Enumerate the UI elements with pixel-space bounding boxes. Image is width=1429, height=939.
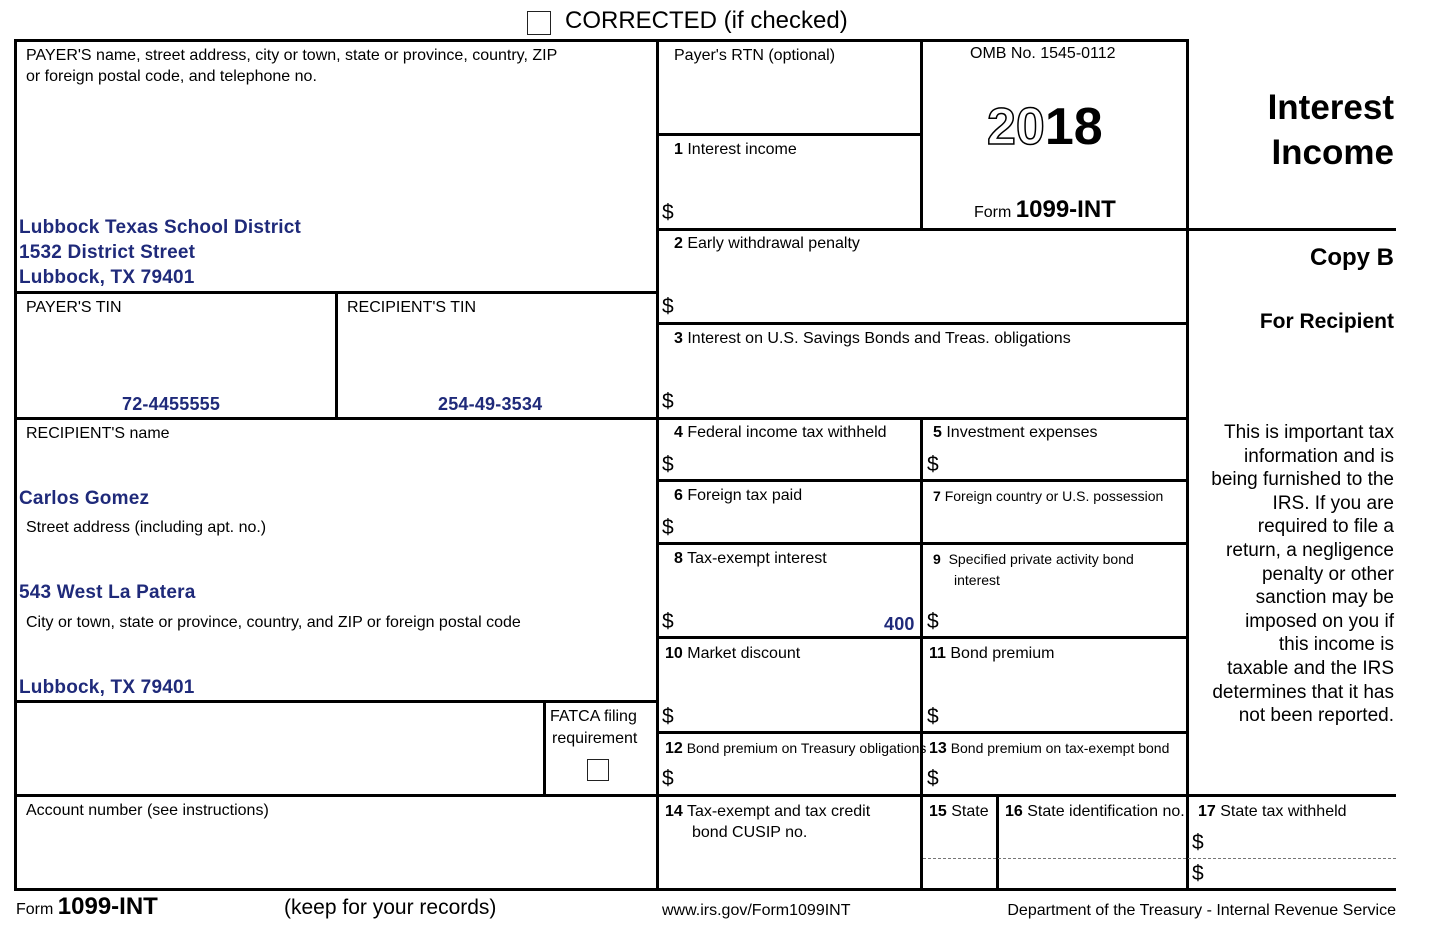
payer-tin-value: 72-4455555 <box>122 394 221 414</box>
form-word: Form <box>974 204 1012 221</box>
footer-url: www.irs.gov/Form1099INT <box>662 902 851 919</box>
copy-subtitle: For Recipient <box>1259 310 1394 333</box>
tax-year-suffix: 18 <box>1044 98 1103 156</box>
rtn-label: Payer's RTN (optional) <box>674 47 836 64</box>
box4-dollar: $ <box>662 453 674 476</box>
recipient-city: Lubbock, TX 79401 <box>19 677 195 698</box>
notice-line: penalty or other <box>1261 563 1394 585</box>
recipient-tin-label: RECIPIENT'S TIN <box>347 299 476 316</box>
box17-dollar-1: $ <box>1192 831 1204 854</box>
form-title-2: Income <box>1271 133 1394 172</box>
box1-dollar: $ <box>662 201 674 224</box>
box4-label: 4 Federal income tax withheld <box>674 424 887 441</box>
box45-bottom-line <box>656 479 1189 482</box>
footer-form-id <box>16 893 158 921</box>
payer-name: Lubbock Texas School District <box>19 217 302 238</box>
state-row-divider <box>923 858 1396 859</box>
tin-divider <box>335 291 338 419</box>
col-divider-3 <box>1186 39 1189 891</box>
box3-dollar: $ <box>662 390 674 413</box>
account-label: Account number (see instructions) <box>26 802 269 819</box>
box13-dollar: $ <box>927 767 939 790</box>
box67-bottom-line <box>656 542 1189 545</box>
fatca-bottom-line <box>14 794 1396 797</box>
recipient-tin-value: 254-49-3534 <box>438 394 543 414</box>
payer-tin-label: PAYER'S TIN <box>26 299 122 316</box>
notice-line: imposed on you if <box>1245 610 1394 632</box>
box5-dollar: $ <box>927 453 939 476</box>
form-left-border <box>14 39 17 891</box>
payer-city: Lubbock, TX 79401 <box>19 267 195 288</box>
box12-label: 12 Bond premium on Treasury obligations <box>665 740 927 757</box>
box9-label: 9 Specified private activity bond <box>933 551 1134 567</box>
box17-dollar-2: $ <box>1192 862 1204 885</box>
notice-line: return, a negligence <box>1226 539 1394 561</box>
fatca-label-2: requirement <box>552 730 638 747</box>
form-top-border <box>14 39 1188 42</box>
payer-label-cont: or foreign postal code, and telephone no. <box>26 68 317 85</box>
box2-dollar: $ <box>662 295 674 318</box>
box9-dollar: $ <box>927 610 939 633</box>
box1-label: 1 Interest income <box>674 141 797 158</box>
recipient-name-label: RECIPIENT'S name <box>26 425 170 442</box>
notice-line: This is important tax <box>1224 422 1394 443</box>
box15-label: 15 State <box>929 803 989 820</box>
form-name: 1099-INT <box>1015 196 1116 223</box>
box13-label: 13 Bond premium on tax-exempt bond <box>929 740 1170 757</box>
box3-label: 3 Interest on U.S. Savings Bonds and Treas. obligations <box>674 330 1071 347</box>
box8-value: 400 <box>884 614 915 634</box>
box11-dollar: $ <box>927 705 939 728</box>
box14-label-cont: bond CUSIP no. <box>692 824 808 841</box>
box6-label: 6 Foreign tax paid <box>674 487 803 504</box>
tax-year <box>987 98 1103 156</box>
corrected-label: CORRECTED (if checked) <box>565 7 848 34</box>
corrected-checkbox[interactable] <box>527 11 551 35</box>
recipient-notice <box>1211 421 1394 728</box>
payer-label: PAYER'S name, street address, city or town, state or province, country, ZIP <box>26 47 558 64</box>
box11-label: 11 Bond premium <box>929 645 1055 662</box>
notice-line: required to file a <box>1257 516 1394 538</box>
notice-line: information and is <box>1244 445 1394 467</box>
notice-line: taxable and the IRS <box>1227 657 1394 679</box>
box10-label: 10 Market discount <box>665 645 801 662</box>
payer-bottom-line <box>14 291 659 294</box>
box1011-bottom-line <box>656 731 1189 734</box>
box8-dollar: $ <box>662 610 674 633</box>
recipient-city-label: City or town, state or province, country, and ZIP or foreign postal code <box>26 614 521 631</box>
box7-label: 7 Foreign country or U.S. possession <box>933 488 1164 504</box>
tin-bottom-line <box>14 417 1189 420</box>
notice-line: this income is <box>1278 634 1394 656</box>
box16-label: 16 State identification no. <box>1005 803 1185 820</box>
recipient-name: Carlos Gomez <box>19 488 150 509</box>
footer-department: Department of the Treasury - Internal Revenue Service <box>1007 902 1396 919</box>
recipient-city-bottom-line <box>14 700 659 703</box>
notice-line: sanction may be <box>1255 587 1394 609</box>
fatca-divider <box>543 700 546 796</box>
footer-keep-note: (keep for your records) <box>284 896 497 919</box>
footer-form-word: Form <box>16 901 54 918</box>
box6-dollar: $ <box>662 516 674 539</box>
box9-label-cont: interest <box>954 572 1000 588</box>
box12-dollar: $ <box>662 767 674 790</box>
recipient-street-label: Street address (including apt. no.) <box>26 519 267 536</box>
form-id <box>974 196 1116 224</box>
fatca-checkbox[interactable] <box>587 759 609 781</box>
form-title-1: Interest <box>1267 88 1394 127</box>
rtn-bottom-line <box>656 133 923 136</box>
box17-label: 17 State tax withheld <box>1198 803 1347 820</box>
omb-number: OMB No. 1545-0112 <box>970 45 1116 62</box>
notice-line: determines that it has <box>1212 681 1394 703</box>
copy-title: Copy B <box>1310 244 1394 271</box>
box89-bottom-line <box>656 636 1189 639</box>
box1-bottom-line <box>656 228 1396 231</box>
fatca-label-1: FATCA filing <box>550 708 637 725</box>
box8-label: 8 Tax-exempt interest <box>674 550 827 567</box>
notice-line: IRS. If you are <box>1272 492 1394 514</box>
box15-16-divider <box>996 795 999 891</box>
box2-bottom-line <box>656 322 1189 325</box>
box5-label: 5 Investment expenses <box>933 424 1098 441</box>
box14-label: 14 Tax-exempt and tax credit <box>665 803 871 820</box>
box2-label: 2 Early withdrawal penalty <box>674 235 860 252</box>
col-divider-1 <box>656 39 659 891</box>
recipient-street: 543 West La Patera <box>19 582 196 603</box>
notice-line: being furnished to the <box>1211 469 1394 491</box>
payer-street: 1532 District Street <box>19 242 196 263</box>
col-divider-2b <box>920 418 923 891</box>
tax-year-prefix: 20 <box>987 98 1045 156</box>
box10-dollar: $ <box>662 705 674 728</box>
notice-line: not been reported. <box>1238 705 1394 727</box>
footer-form-name: 1099-INT <box>57 893 158 920</box>
